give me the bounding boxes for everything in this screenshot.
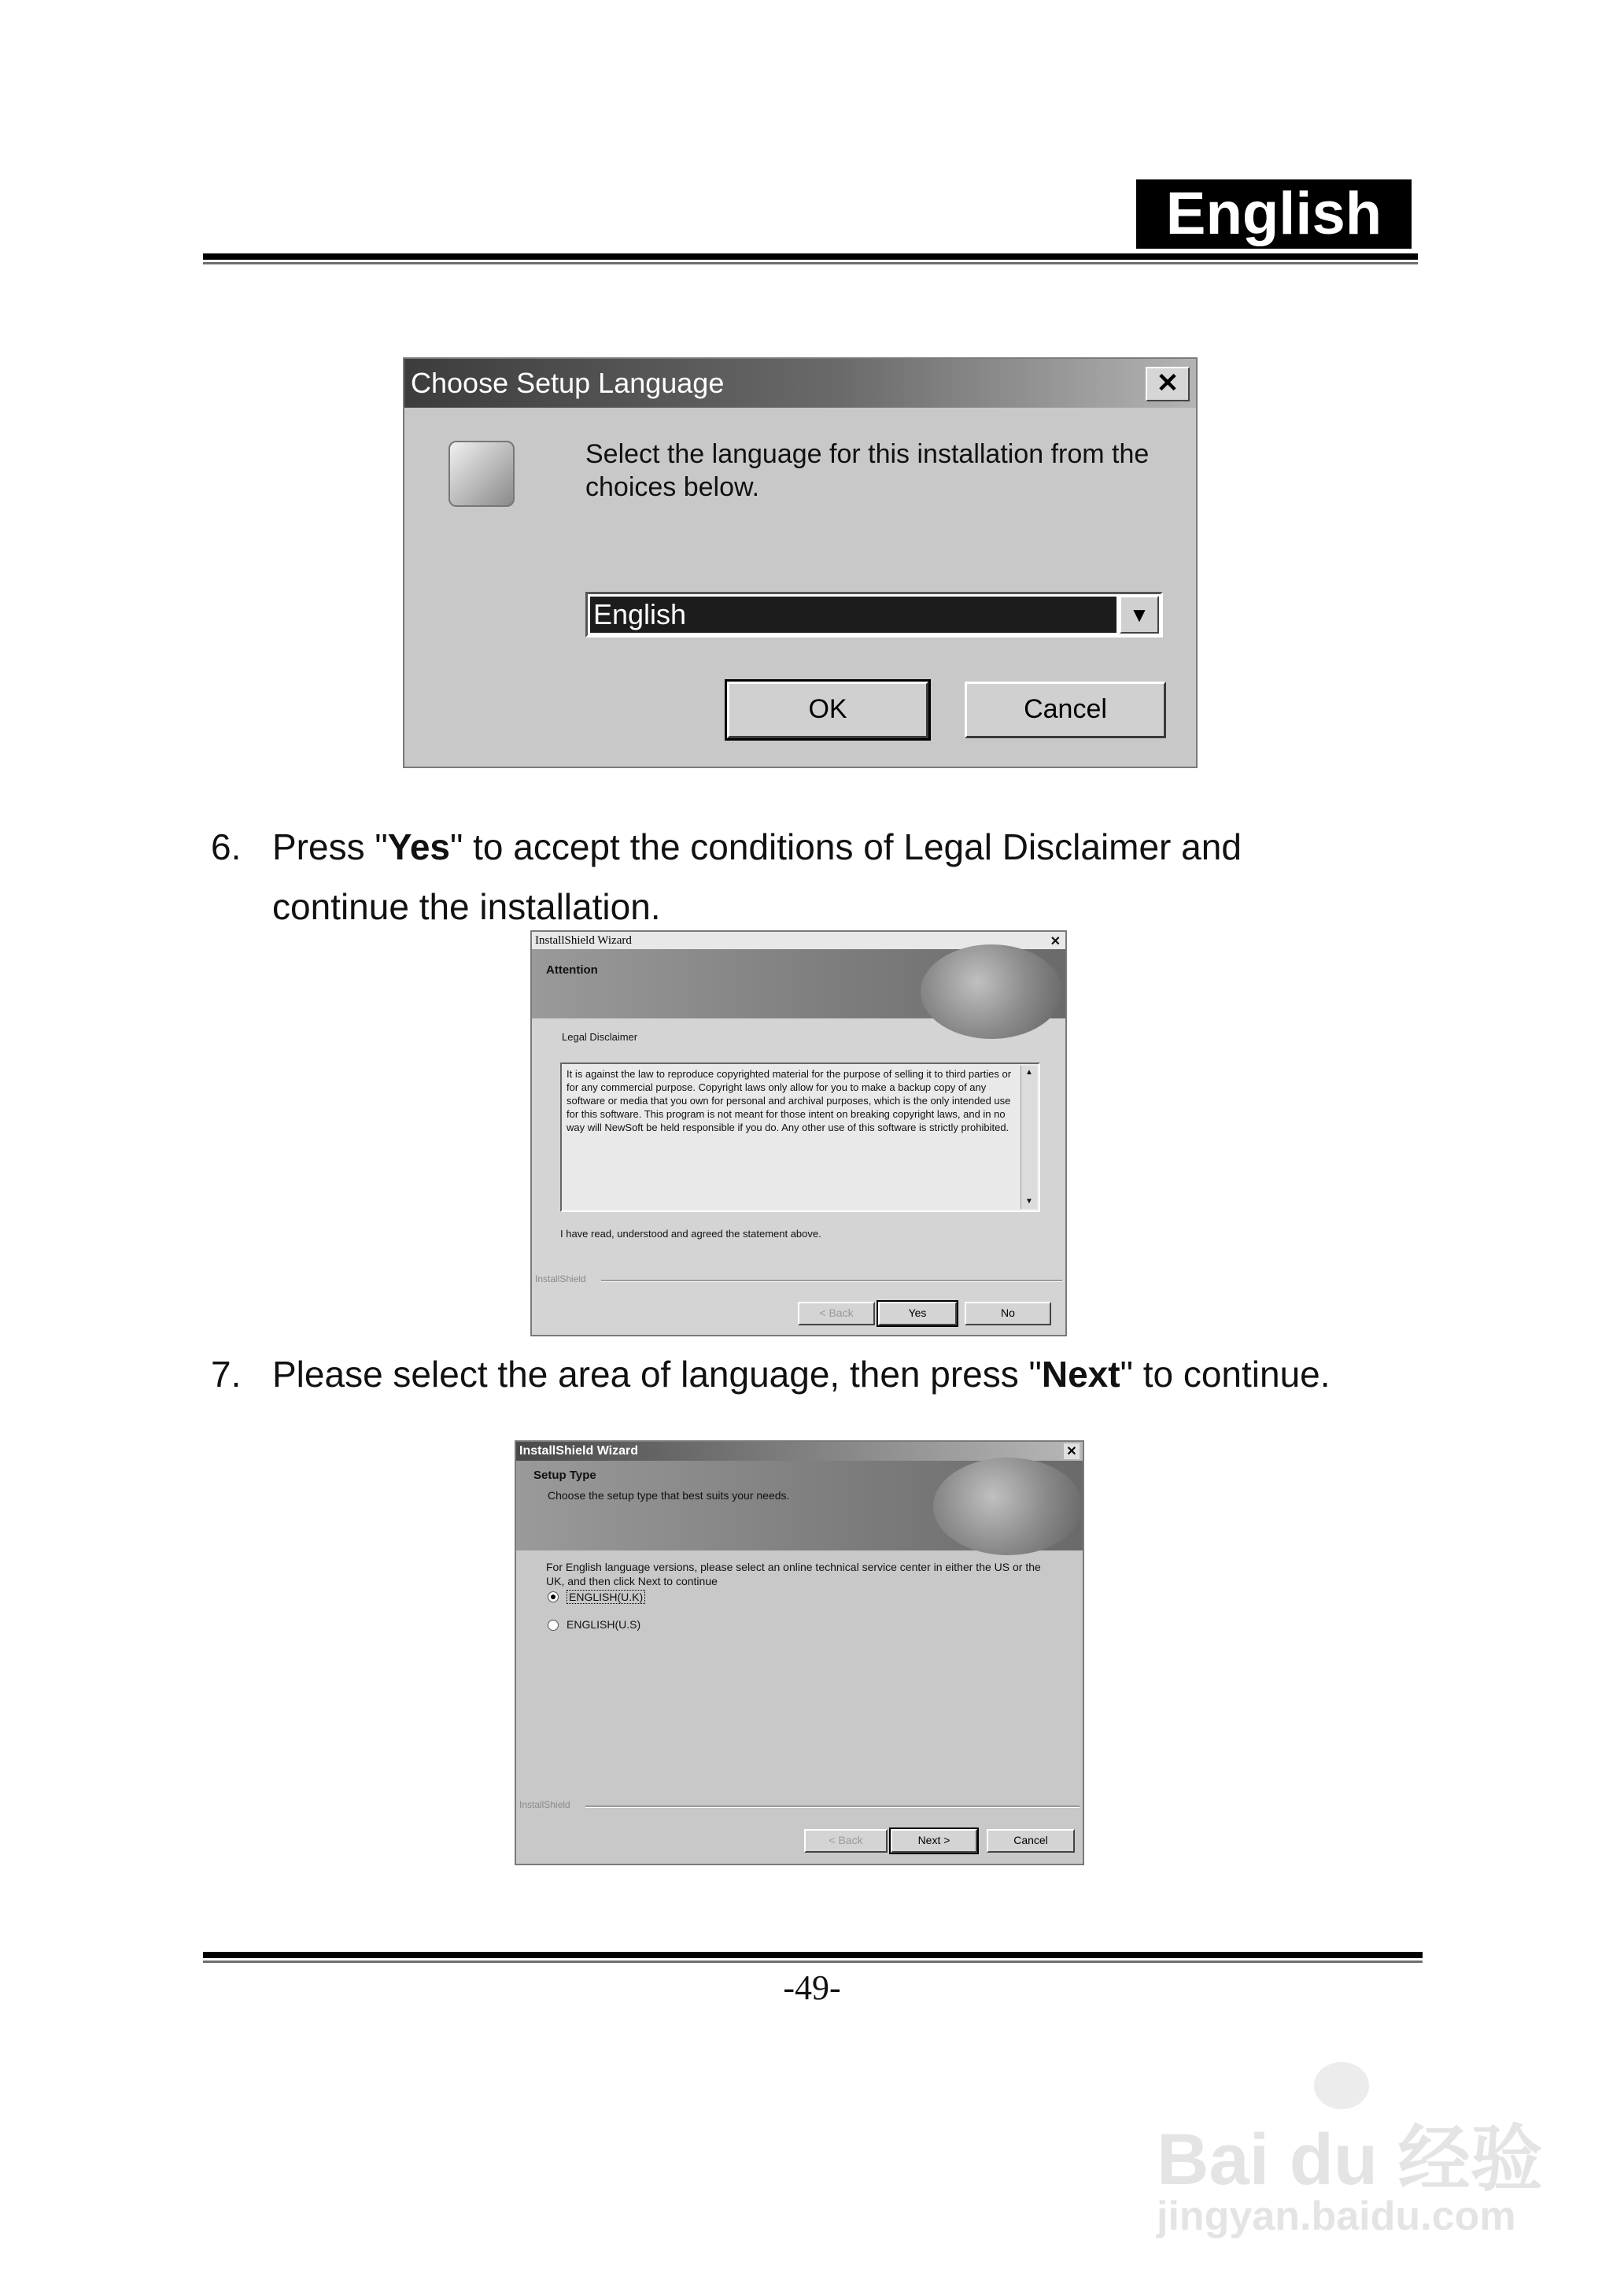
step-keyword: Yes [387, 826, 451, 867]
dialog-title: Choose Setup Language [411, 367, 725, 399]
setup-icon [448, 441, 515, 507]
banner-heading: Setup Type [533, 1469, 596, 1482]
choose-setup-language-dialog [403, 357, 1198, 768]
language-select[interactable] [585, 592, 1163, 638]
radio-english-us[interactable] [548, 1620, 559, 1631]
cancel-button[interactable]: Cancel [987, 1829, 1075, 1853]
setup-type-dialog [515, 1440, 1084, 1865]
disclaimer-text: It is against the law to reproduce copyrighted material for the purpose of selling it to third parties or for any commercial purpose. Copyright laws only allow for you to make a backup copy of any software or media that you own for personal and archival purposes, which is the only intended use for this software. This program is not meant for those intent on breaking copyright laws, and in no way will NewSoft be held responsible if you do. Any other use of this software is strictly prohibited. [567, 1068, 1012, 1133]
footer-rule [203, 1952, 1423, 1958]
yes-button[interactable]: Yes [878, 1302, 957, 1325]
film-reel-icon [933, 1458, 1083, 1555]
step-number: 7. [211, 1354, 242, 1395]
installshield-brand: InstallShield [535, 1273, 586, 1284]
header-rule [203, 253, 1418, 260]
cancel-button[interactable]: Cancel [965, 682, 1166, 738]
close-icon[interactable]: ✕ [1146, 367, 1190, 401]
scrollbar[interactable] [1021, 1066, 1037, 1209]
option-english-uk[interactable]: ENGLISH(U.K) [567, 1590, 645, 1604]
dialog-titlebar [404, 359, 1196, 408]
footer-rule-thin [203, 1961, 1423, 1963]
scroll-down-icon[interactable]: ▼ [1025, 1197, 1033, 1206]
watermark-url: jingyan.baidu.com [1157, 2193, 1516, 2239]
selected-language: English [590, 597, 1116, 633]
back-button[interactable]: < Back [804, 1829, 888, 1853]
chevron-down-icon[interactable]: ▼ [1120, 596, 1159, 634]
step-7-text [272, 1351, 1331, 1398]
film-reel-icon [921, 944, 1062, 1039]
step-text: " to accept the conditions of Legal Disclaimer and [450, 826, 1242, 867]
banner-heading: Attention [546, 963, 598, 977]
back-button[interactable]: < Back [798, 1302, 875, 1325]
radio-english-uk[interactable] [548, 1591, 559, 1602]
instructions-text: For English language versions, please select an online technical service center in either the US or the UK, and then click Next to continue [546, 1561, 1041, 1587]
close-icon[interactable]: ✕ [1064, 1443, 1080, 1459]
option-english-us[interactable]: ENGLISH(U.S) [567, 1618, 641, 1631]
baidu-watermark [1157, 2062, 1543, 2243]
header-rule-thin [203, 262, 1418, 264]
footer-divider [601, 1280, 1062, 1282]
dialog-title: InstallShield Wizard [519, 1444, 638, 1458]
legal-disclaimer-dialog [530, 930, 1067, 1336]
footer-divider [585, 1805, 1080, 1808]
section-label: Legal Disclaimer [562, 1031, 638, 1043]
step-number: 6. [211, 826, 242, 867]
dialog-title: InstallShield Wizard [535, 934, 632, 947]
page-number: -49- [783, 1968, 841, 2007]
scroll-up-icon[interactable]: ▲ [1025, 1068, 1033, 1077]
wizard-banner [532, 949, 1065, 1018]
installshield-brand: InstallShield [519, 1799, 570, 1810]
no-button[interactable]: No [965, 1302, 1051, 1325]
step-text: " to continue. [1120, 1354, 1331, 1395]
step-text: Press " [272, 826, 388, 867]
dialog-prompt: Select the language for this installation from the choices below. [585, 439, 1150, 502]
step-6-text-line2: continue the installation. [272, 886, 661, 927]
close-icon[interactable]: ✕ [1050, 935, 1061, 948]
step-6-text [272, 823, 1242, 870]
wizard-banner [516, 1461, 1083, 1550]
step-keyword: Next [1041, 1354, 1120, 1395]
next-button[interactable]: Next > [891, 1829, 977, 1853]
ok-button[interactable]: OK [727, 682, 928, 738]
disclaimer-textbox[interactable] [560, 1062, 1040, 1212]
language-tab: English [1136, 179, 1412, 249]
banner-subheading: Choose the setup type that best suits your needs. [548, 1489, 790, 1502]
agreement-text: I have read, understood and agreed the statement above. [560, 1228, 821, 1240]
step-text: Please select the area of language, then press " [272, 1354, 1042, 1395]
watermark-logo-text: Bai du 经验 [1157, 2119, 1543, 2200]
